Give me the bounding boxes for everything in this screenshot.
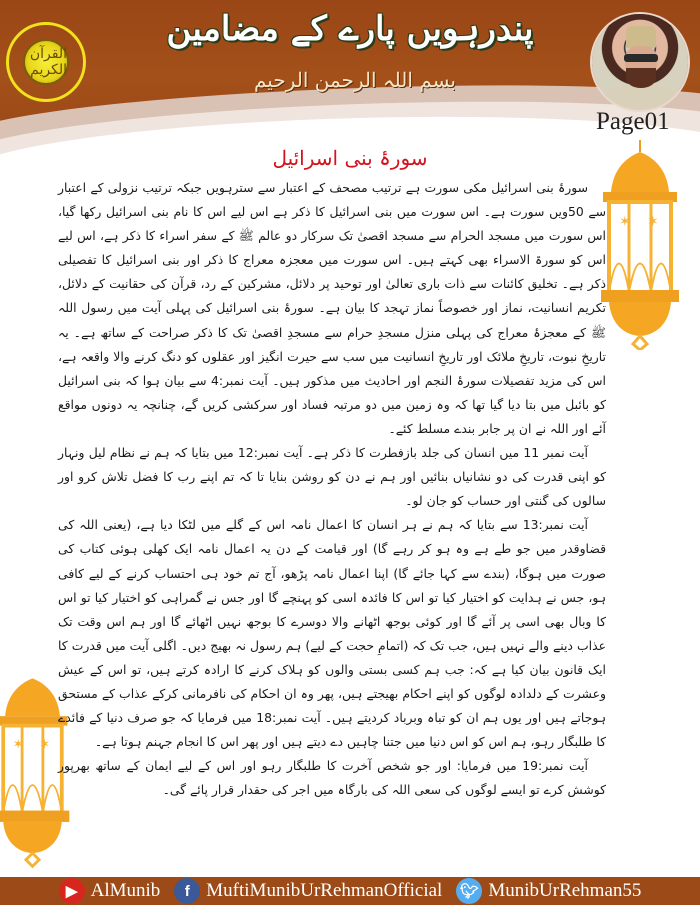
quran-emblem-icon: [6, 22, 86, 102]
avatar-cap: [626, 26, 656, 48]
svg-text:✶: ✶: [12, 737, 24, 753]
youtube-icon: ▶: [59, 878, 85, 904]
bismillah-calligraphy: بسم اللہ الرحمن الرحیم: [253, 68, 456, 92]
twitter-link[interactable]: [456, 878, 641, 904]
article-body: [58, 176, 606, 802]
svg-text:✶: ✶: [39, 737, 51, 753]
twitter-icon: 🐦︎: [456, 878, 482, 904]
facebook-handle: MuftiMunibUrRehmanOfficial: [206, 880, 443, 901]
avatar-glasses: [624, 54, 658, 62]
facebook-icon: f: [174, 878, 200, 904]
facebook-link[interactable]: [174, 878, 442, 904]
paragraph: آیت نمبر:13 سے بتایا کہ ہم نے ہر انسان کا اعمال نامہ اس کے گلے میں لٹکا دیا ہے، (یعنی اللہ کی قضاوقدر میں جو طے ہے وہ ہو کر رہے گا) اور قیامت کے دن یہ اعمال نامہ ایک کھلی ہوئی کتاب کی صورت میں ہوگا، (بندے سے کہا جائے گا) اپنا اعمال نامہ پڑھو، آج تم خود ہی احتساب کرنے کے لیے کافی ہو، جس نے ہدایت کو اختیار کیا تو اس کا فائدہ اسی کو پہنچے گا اور جس نے گمراہی کو اختیار کیا تو اس کا وبال بھی اسی پر آئے گا اور کوئی بوجھ اٹھانے والا دوسرے کا بوجھ نہیں اٹھائے گا اور ہم اس وقت تک عذاب دینے والے نہیں ہیں، جب تک کہ (اتمامِ حجت کے لیے) ہم رسول نہ بھیج دیں۔ اگلی آیت میں قدرت کا ایک قانون بیان کیا ہے کہ: جب ہم کسی بستی والوں کو ہلاک کرنے کا ارادہ کرتے ہیں، تو اس کے عیش وعشرت کے دلدادہ لوگوں کو اپنے احکام بھیجتے ہیں، پھر وہ ان احکام کی نافرمانی کرکے عذاب کے مستحق ہوجاتے ہیں اور یوں ہم ان کو تباہ وبرباد کردیتے ہیں۔ آیت نمبر:18 میں فرمایا کہ جو صرف دنیا کے فائدے کا طلبگار رہو، ہم اس کو اس دنیا میں جتنا چاہیں دے دیتے ہیں اور پھر اس کا انجام جہنم ہوتا ہے۔: [58, 517, 606, 750]
paragraph: آیت نمبر 11 میں انسان کی جلد بازفطرت کا ذکر ہے۔ آیت نمبر:12 میں بتایا کہ ہم نے نظام لیل ونہار کو اپنی قدرت کی دو نشانیاں بنائیں اور ہم نے دن کو روشن بنایا تا کہ تم اپنے رب کا فضل تلاش کرو اور سالوں کی گنتی اور حساب کو جان لو۔: [58, 445, 606, 509]
svg-text:✶: ✶: [647, 214, 659, 230]
youtube-link[interactable]: [59, 878, 161, 904]
avatar-beard: [626, 68, 656, 88]
emblem-calligraphy: القرآن الکریم: [23, 39, 69, 85]
footer-social-bar: [0, 877, 700, 905]
twitter-handle: MunibUrRehman55: [488, 880, 642, 901]
page-title: پندرہویں پارے کے مضامین: [166, 9, 534, 49]
youtube-handle: AlMunib: [90, 880, 161, 901]
lantern-icon: [595, 140, 685, 350]
paragraph: سورۂ بنی اسرائیل مکی سورت ہے ترتیب مصحف کے اعتبار سے سترہویں جبکہ ترتیب نزولی کے اعتبار سے 50ویں سورت ہے۔ اس سورت میں بنی اسرائیل کا ذکر ہے اس لیے اس کا نام بنی اسرائیل رکھا گیا، اس سورت میں مسجد الحرام سے مسجد اقصیٰ تک سرکار دو عالم ﷺ کے سفر اسراء کا ذکر ہے، اس لیے اس کو سورۃ الاسراء بھی کہتے ہیں۔ اس سورت میں معجزہ معراج کا ذکر اور بنی اسرائیل کا تفصیلی ذکر ہے۔ تخلیق کائنات سے ذات باری تعالیٰ اور توحید پر دلائل، مشرکین کے رد، قرآن کی حقانیت کے دلائل، تکریم انسانیت، نماز اور خصوصاً نماز تہجد کا بیان ہے۔ سورۂ بنی اسرائیل کی پہلی آیت میں رسول اللہ ﷺ کے معجزۂ معراج کی پہلی منزل مسجدِ حرام سے مسجدِ اقصیٰ تک کا ذکر صراحت کے ساتھ ہے۔ یہ تاریخِ نبوت، تاریخِ ملائک اور تاریخِ انسانیت میں سب سے حیرت انگیز اور عقلوں کو دنگ کرنے والا واقعہ ہے، اس کی مزید تفصیلات سورۂ النجم اور احادیث میں مذکور ہیں۔ آیت نمبر:4 سے بیان ہوا کہ بنی اسرائیل کو بائبل میں بتا دیا گیا تھا کہ وہ زمین میں دو مرتبہ فساد اور سرکشی کریں گے، چنانچہ یہ دونوں مواقع آئے اور اللہ نے ان پر جابر بندے مسلط کئے۔: [58, 180, 606, 436]
author-avatar: [592, 14, 688, 110]
section-title: سورۂ بنی اسرائیل: [272, 146, 428, 170]
svg-text:✶: ✶: [619, 214, 631, 230]
paragraph: آیت نمبر:19 میں فرمایا: اور جو شخص آخرت کا طلبگار رہو اور اس کے لیے ایمان کے ساتھ بھرپور کوشش کرے تو ایسے لوگوں کی سعی اللہ کی بارگاہ میں اجر کی حقدار قرار پائے گی۔: [58, 758, 606, 798]
page-number-label: Page01: [596, 108, 670, 135]
